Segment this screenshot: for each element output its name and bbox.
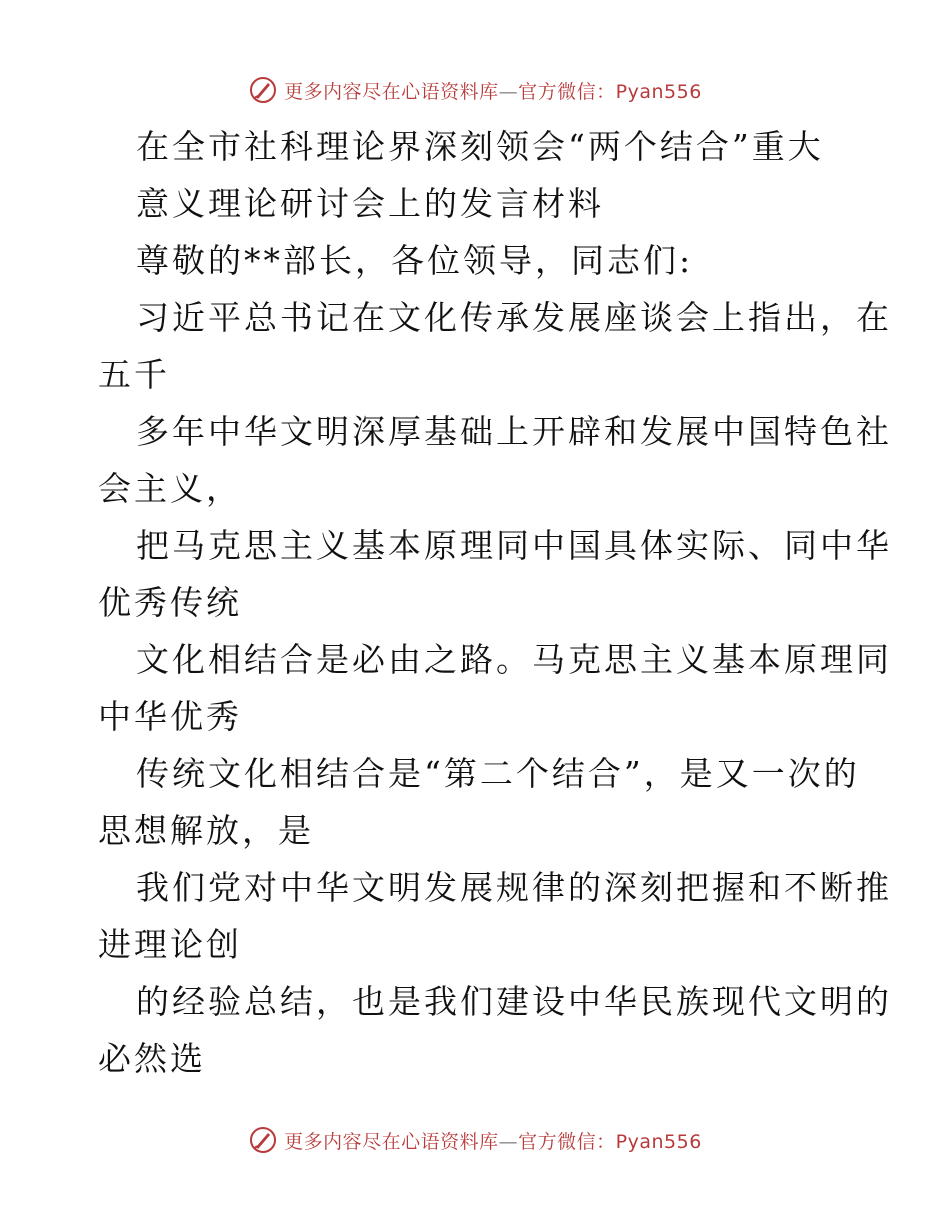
banner-official-text: 官方微信：Pyan556 <box>518 1130 702 1153</box>
text-line: 多年中华文明深厚基础上开辟和发展中国特色社 <box>136 412 892 451</box>
banner-content <box>248 75 702 105</box>
text-line: 优秀传统 <box>98 583 242 622</box>
banner-main-text: 更多内容尽在心语资料库 <box>284 80 499 103</box>
text-line: 传统文化相结合是“第二个结合”，是又一次的 <box>136 754 860 793</box>
text-line: 的经验总结，也是我们建设中华民族现代文明的 <box>136 982 892 1021</box>
header-banner <box>0 72 950 108</box>
title-line-1: 在全市社科理论界深刻领会“两个结合”重大 <box>136 127 824 166</box>
banner-official-text: 官方微信：Pyan556 <box>518 80 702 103</box>
footer-banner <box>0 1122 950 1158</box>
banner-text <box>284 1127 702 1154</box>
quill-pen-logo-icon <box>248 75 278 105</box>
text-line: 进理论创 <box>98 925 242 964</box>
quill-pen-logo-icon <box>248 1125 278 1155</box>
text-line: 习近平总书记在文化传承发展座谈会上指出，在 <box>136 298 892 337</box>
banner-dash: — <box>498 80 519 103</box>
banner-main-text: 更多内容尽在心语资料库 <box>284 1130 499 1153</box>
text-line: 必然选 <box>98 1039 206 1078</box>
banner-content <box>248 1125 702 1155</box>
text-line: 中华优秀 <box>98 697 242 736</box>
text-line: 文化相结合是必由之路。马克思主义基本原理同 <box>136 640 892 679</box>
text-line: 会主义， <box>98 469 242 508</box>
text-line: 我们党对中华文明发展规律的深刻把握和不断推 <box>136 868 892 907</box>
text-line: 思想解放，是 <box>98 811 314 850</box>
text-line: 把马克思主义基本原理同中国具体实际、同中华 <box>136 526 892 565</box>
document-body <box>98 118 892 1087</box>
salutation: 尊敬的**部长，各位领导，同志们: <box>136 241 694 280</box>
banner-dash: — <box>498 1130 519 1153</box>
text-line: 五千 <box>98 355 170 394</box>
title-line-2: 意义理论研讨会上的发言材料 <box>136 184 604 223</box>
banner-text <box>284 77 702 104</box>
